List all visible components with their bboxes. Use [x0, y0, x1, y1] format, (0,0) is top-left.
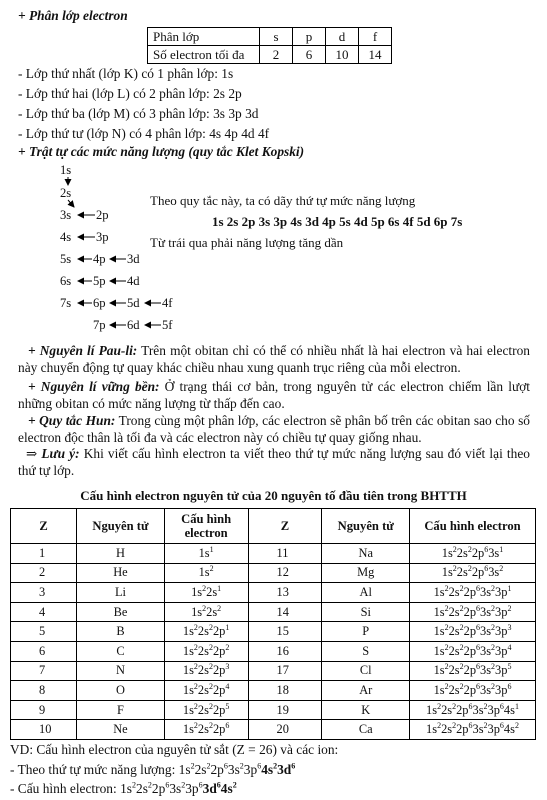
- electron-config-label: - Cấu hình electron:: [10, 781, 121, 796]
- config-cell: $1s^22s^22p^63s^23p^4$: [410, 641, 536, 661]
- atom-cell: Li: [77, 583, 165, 603]
- atom-cell: Ca: [322, 720, 410, 740]
- orbital-label: 1s: [60, 163, 72, 177]
- z-cell: 16: [248, 641, 322, 661]
- atom-cell: N: [77, 661, 165, 681]
- energy-sequence: 1s 2s 2p 3s 3p 4s 3d 4p 5s 4d 5p 6s 4f 5d 6p 7s: [212, 214, 463, 229]
- z-cell: 4: [11, 602, 77, 622]
- column-header: Z: [248, 509, 322, 544]
- electron-config-table: [10, 508, 536, 740]
- table-cell: 2: [260, 46, 293, 64]
- pauli-paragraph: [18, 343, 530, 377]
- atom-cell: B: [77, 622, 165, 642]
- config-cell: $1s^22s^22p^1$: [164, 622, 248, 642]
- note-arrow-icon: ⇒: [26, 446, 38, 461]
- table-cell: Phân lớp: [148, 28, 260, 46]
- z-cell: 10: [11, 720, 77, 740]
- z-cell: 6: [11, 641, 77, 661]
- hund-paragraph: [18, 413, 530, 447]
- list-item: - Lớp thứ nhất (lớp K) có 1 phân lớp: 1s: [18, 66, 234, 81]
- table-cell: 10: [326, 46, 359, 64]
- table-cell: p: [293, 28, 326, 46]
- orbital-label: 4f: [162, 296, 173, 310]
- table-row: [148, 46, 392, 64]
- z-cell: 12: [248, 563, 322, 583]
- config-cell: $1s^22s^22p^63s^2$: [410, 563, 536, 583]
- orbital-label: 6s: [60, 274, 72, 288]
- config-cell: $1s^22s^22p^63s^23p^64s^2$: [410, 720, 536, 740]
- config-cell: $1s^2$: [164, 563, 248, 583]
- config-cell: $1s^22s^22p^63s^23p^1$: [410, 583, 536, 603]
- example-electron-config: - Cấu hình electron: $1s^22s^22p^63s^23p^63d^64s^2$: [10, 780, 237, 796]
- note-title: Lưu ý:: [41, 446, 80, 461]
- z-cell: 2: [11, 563, 77, 583]
- diagram-arrow: [68, 200, 74, 207]
- note-text: Khi viết cấu hình electron ta viết theo thứ tự mức năng lượng sau đó viết lại theo thứ tự lớp.: [18, 446, 530, 478]
- atom-cell: Mg: [322, 563, 410, 583]
- hund-text: Trong cùng một phân lớp, các electron sẽ phân bố trên các obitan sao cho số electron độc thân là tối đa và các electron này có chiều tự quay giống nhau.: [18, 413, 530, 445]
- table-row: [11, 602, 536, 622]
- config-cell: $1s^1$: [164, 544, 248, 564]
- z-cell: 19: [248, 700, 322, 720]
- column-header: Nguyên tử: [322, 509, 410, 544]
- pauli-title: + Nguyên lí Pau-li:: [28, 343, 138, 358]
- config-cell: $1s^22s^22p^63s^23p^2$: [410, 602, 536, 622]
- config-cell: $1s^22s^1$: [164, 583, 248, 603]
- atom-cell: Al: [322, 583, 410, 603]
- section-title-subshell: + Phân lớp electron: [18, 8, 128, 23]
- orbital-label: 7p: [93, 318, 106, 332]
- hund-title: + Quy tắc Hun:: [28, 413, 116, 428]
- config-cell: $1s^22s^22p^63s^23p^64s^1$: [410, 700, 536, 720]
- list-item: - Lớp thứ ba (lớp M) có 3 phân lớp: 3s 3p 3d: [18, 106, 259, 121]
- stable-title: + Nguyên lí vững bền:: [28, 379, 160, 394]
- table-row: [11, 681, 536, 701]
- orbital-label: 4p: [93, 252, 106, 266]
- z-cell: 20: [248, 720, 322, 740]
- orbital-label: 5f: [162, 318, 173, 332]
- z-cell: 5: [11, 622, 77, 642]
- table-cell: 6: [293, 46, 326, 64]
- table-cell: Số electron tối đa: [148, 46, 260, 64]
- z-cell: 17: [248, 661, 322, 681]
- orbital-label: 3p: [96, 230, 109, 244]
- config-cell: $1s^22s^2$: [164, 602, 248, 622]
- subshell-table: [147, 27, 392, 64]
- list-item: - Lớp thứ hai (lớp L) có 2 phân lớp: 2s 2p: [18, 86, 242, 101]
- z-cell: 8: [11, 681, 77, 701]
- table-row: [11, 583, 536, 603]
- config-cell: $1s^22s^22p^63s^23p^6$: [410, 681, 536, 701]
- z-cell: 1: [11, 544, 77, 564]
- config-cell: $1s^22s^22p^5$: [164, 700, 248, 720]
- orbital-label: 3s: [60, 208, 72, 222]
- z-cell: 7: [11, 661, 77, 681]
- table-header-row: [11, 509, 536, 544]
- orbital-label: 4d: [127, 274, 140, 288]
- atom-cell: S: [322, 641, 410, 661]
- section-title-energy-order: + Trật tự các mức năng lượng (quy tắc Klet Kopski): [18, 144, 305, 159]
- orbital-label: 7s: [60, 296, 72, 310]
- table-row: [11, 563, 536, 583]
- energy-order-label: - Theo thứ tự mức năng lượng:: [10, 762, 179, 777]
- orbital-label: 2s: [60, 186, 72, 200]
- z-cell: 9: [11, 700, 77, 720]
- orbital-label: 5p: [93, 274, 106, 288]
- list-item: - Lớp thứ tư (lớp N) có 4 phân lớp: 4s 4p 4d 4f: [18, 126, 270, 141]
- atom-cell: Si: [322, 602, 410, 622]
- atom-cell: He: [77, 563, 165, 583]
- z-cell: 11: [248, 544, 322, 564]
- orbital-label: 2p: [96, 208, 109, 222]
- note-paragraph: [18, 446, 530, 480]
- rule-text: Theo quy tắc này, ta có dãy thứ tự mức năng lượng: [150, 193, 416, 208]
- stable-paragraph: [18, 379, 530, 413]
- atom-cell: F: [77, 700, 165, 720]
- column-header: Cấu hình electron: [410, 509, 536, 544]
- table-row: [11, 700, 536, 720]
- config-table-title: Cấu hình electron nguyên tử của 20 nguyên tố đầu tiên trong BHTTH: [80, 488, 467, 503]
- atom-cell: O: [77, 681, 165, 701]
- example-energy-order: - Theo thứ tự mức năng lượng: $1s^22s^22p^63s^23p^64s^23d^6$: [10, 761, 296, 777]
- z-cell: 18: [248, 681, 322, 701]
- config-cell: $1s^22s^22p^63s^23p^5$: [410, 661, 536, 681]
- atom-cell: H: [77, 544, 165, 564]
- stable-text: Ở trạng thái cơ bản, trong nguyên tử các electron chiếm lần lượt những obitan có mức năng lượng từ thấp đến cao.: [18, 379, 531, 411]
- config-cell: $1s^22s^22p^63s^1$: [410, 544, 536, 564]
- column-header: Cấu hình electron: [164, 509, 248, 544]
- table-row: [11, 661, 536, 681]
- z-cell: 13: [248, 583, 322, 603]
- atom-cell: Ar: [322, 681, 410, 701]
- z-cell: 3: [11, 583, 77, 603]
- config-cell: $1s^22s^22p^63s^23p^3$: [410, 622, 536, 642]
- table-cell: d: [326, 28, 359, 46]
- orbital-label: 5d: [127, 296, 140, 310]
- table-row: [11, 544, 536, 564]
- atom-cell: P: [322, 622, 410, 642]
- atom-cell: Ne: [77, 720, 165, 740]
- orbital-label: 4s: [60, 230, 72, 244]
- table-row: [11, 641, 536, 661]
- orbital-label: 5s: [60, 252, 72, 266]
- config-cell: $1s^22s^22p^6$: [164, 720, 248, 740]
- z-cell: 14: [248, 602, 322, 622]
- config-cell: $1s^22s^22p^4$: [164, 681, 248, 701]
- atom-cell: Cl: [322, 661, 410, 681]
- atom-cell: C: [77, 641, 165, 661]
- table-row: [11, 622, 536, 642]
- example-intro: VD: Cấu hình electron của nguyên tử sắt (Z = 26) và các ion:: [10, 742, 339, 757]
- z-cell: 15: [248, 622, 322, 642]
- config-cell: $1s^22s^22p^2$: [164, 641, 248, 661]
- orbital-label: 6d: [127, 318, 140, 332]
- pauli-text: Trên một obitan chỉ có thể có nhiều nhất là hai electron và hai electron này chuyển động tự quay khác chiều nhau xung quanh trục riêng của mỗi electron.: [18, 343, 530, 375]
- table-cell: s: [260, 28, 293, 46]
- table-row: [148, 28, 392, 46]
- table-row: [11, 720, 536, 740]
- direction-text: Từ trái qua phải năng lượng tăng dần: [150, 235, 344, 250]
- orbital-label: 3d: [127, 252, 140, 266]
- table-cell: 14: [359, 46, 392, 64]
- column-header: Nguyên tử: [77, 509, 165, 544]
- table-cell: f: [359, 28, 392, 46]
- config-cell: $1s^22s^22p^3$: [164, 661, 248, 681]
- atom-cell: Be: [77, 602, 165, 622]
- atom-cell: Na: [322, 544, 410, 564]
- column-header: Z: [11, 509, 77, 544]
- orbital-label: 6p: [93, 296, 106, 310]
- atom-cell: K: [322, 700, 410, 720]
